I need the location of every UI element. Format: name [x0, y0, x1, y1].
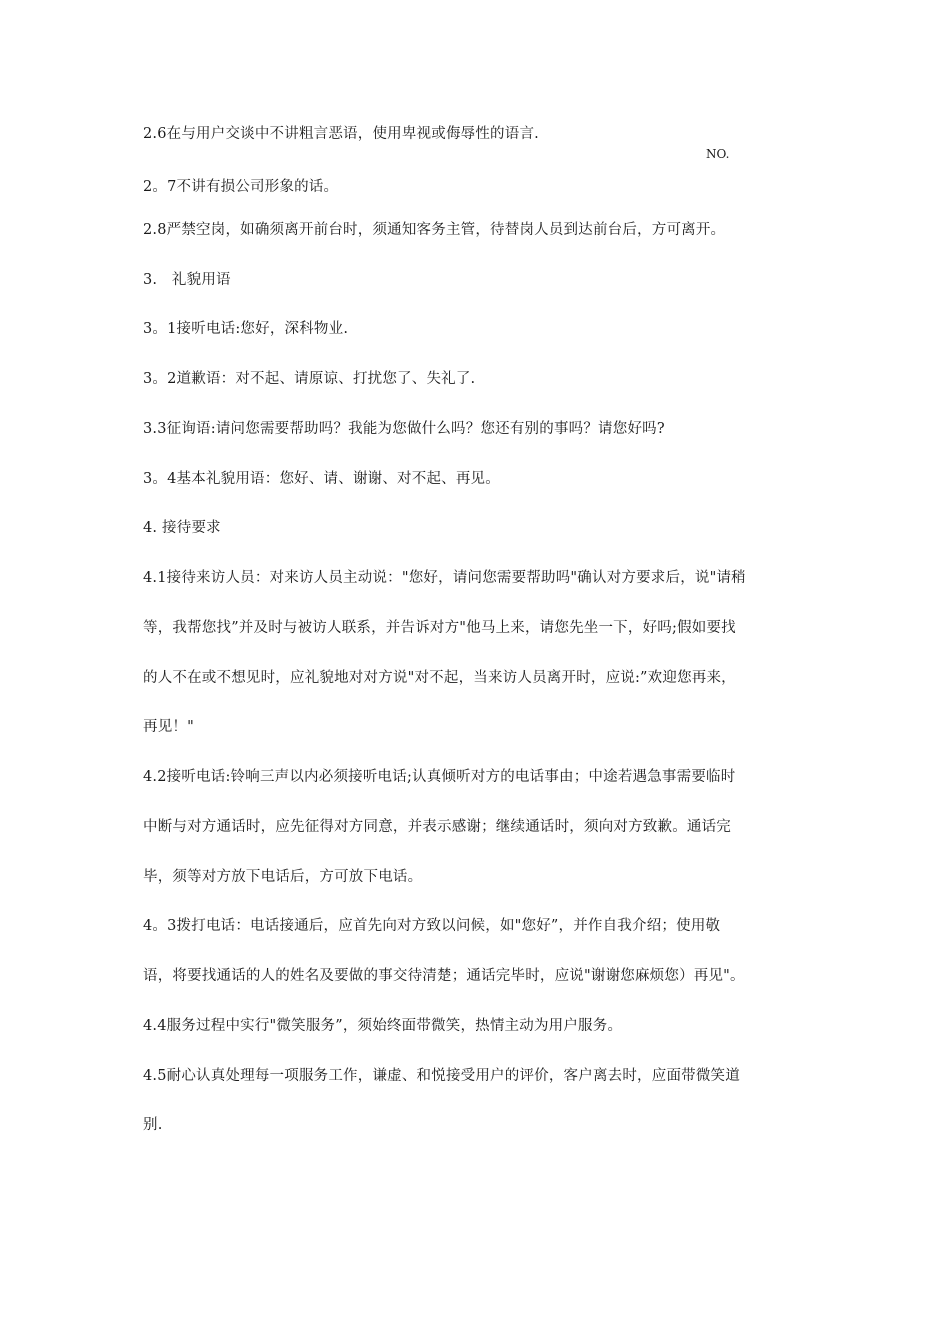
section-heading-4: 4. 接待要求	[143, 520, 221, 536]
text-line-2-7: 2。7不讲有损公司形象的话。	[143, 179, 339, 195]
text-line-3-2: 3。2道歉语：对不起、请原谅、打扰您了、失礼了.	[143, 371, 476, 387]
page-number-label: NO.	[706, 147, 730, 161]
text-line-4-3a: 4。3拨打电话：电话接通后，应首先向对方致以问候，如"您好”，并作自我介绍；使用敬	[143, 918, 721, 934]
text-line-4-2a: 4.2接听电话:铃响三声以内必须接听电话;认真倾听对方的电话事由；中途若遇急事需要临时	[143, 769, 736, 785]
text-line-2-6: 2.6在与用户交谈中不讲粗言恶语，使用卑视或侮辱性的语言.	[143, 126, 539, 142]
text-line-4-2b: 中断与对方通话时，应先征得对方同意，并表示感谢；继续通话时，须向对方致歉。通话完	[143, 819, 731, 835]
text-line-4-1c: 的人不在或不想见时，应礼貌地对对方说"对不起，当来访人员离开时，应说:”欢迎您再来，	[143, 670, 736, 686]
text-line-4-5a: 4.5耐心认真处理每一项服务工作，谦虚、和悦接受用户的评价，客户离去时，应面带微笑道	[143, 1068, 740, 1084]
text-line-4-1d: 再见！"	[143, 719, 194, 735]
text-line-4-1b: 等，我帮您找”并及时与被访人联系，并告诉对方"他马上来，请您先坐一下，好吗;假如要找	[143, 620, 736, 636]
text-line-4-4: 4.4服务过程中实行"微笑服务”，须始终面带微笑，热情主动为用户服务。	[143, 1018, 623, 1034]
text-line-3-3: 3.3征询语:请问您需要帮助吗？我能为您做什么吗？您还有别的事吗？请您好吗?	[143, 421, 665, 437]
text-line-4-3b: 语，将要找通话的人的姓名及要做的事交待清楚；通话完毕时，应说"谢谢您麻烦您）再见"。	[143, 968, 745, 984]
text-line-3-4: 3。4基本礼貌用语：您好、请、谢谢、对不起、再见。	[143, 471, 500, 487]
text-line-2-8: 2.8严禁空岗，如确须离开前台时，须通知客务主管，待替岗人员到达前台后，方可离开。	[143, 222, 726, 238]
text-line-4-2c: 毕，须等对方放下电话后，方可放下电话。	[143, 869, 423, 885]
text-line-4-5b: 别.	[143, 1117, 163, 1133]
section-heading-3: 3. 礼貌用语	[143, 272, 231, 288]
text-line-4-1a: 4.1接待来访人员：对来访人员主动说："您好，请问您需要帮助吗"确认对方要求后，说"请稍	[143, 570, 746, 586]
text-line-3-1: 3。1接听电话:您好，深科物业.	[143, 321, 349, 337]
